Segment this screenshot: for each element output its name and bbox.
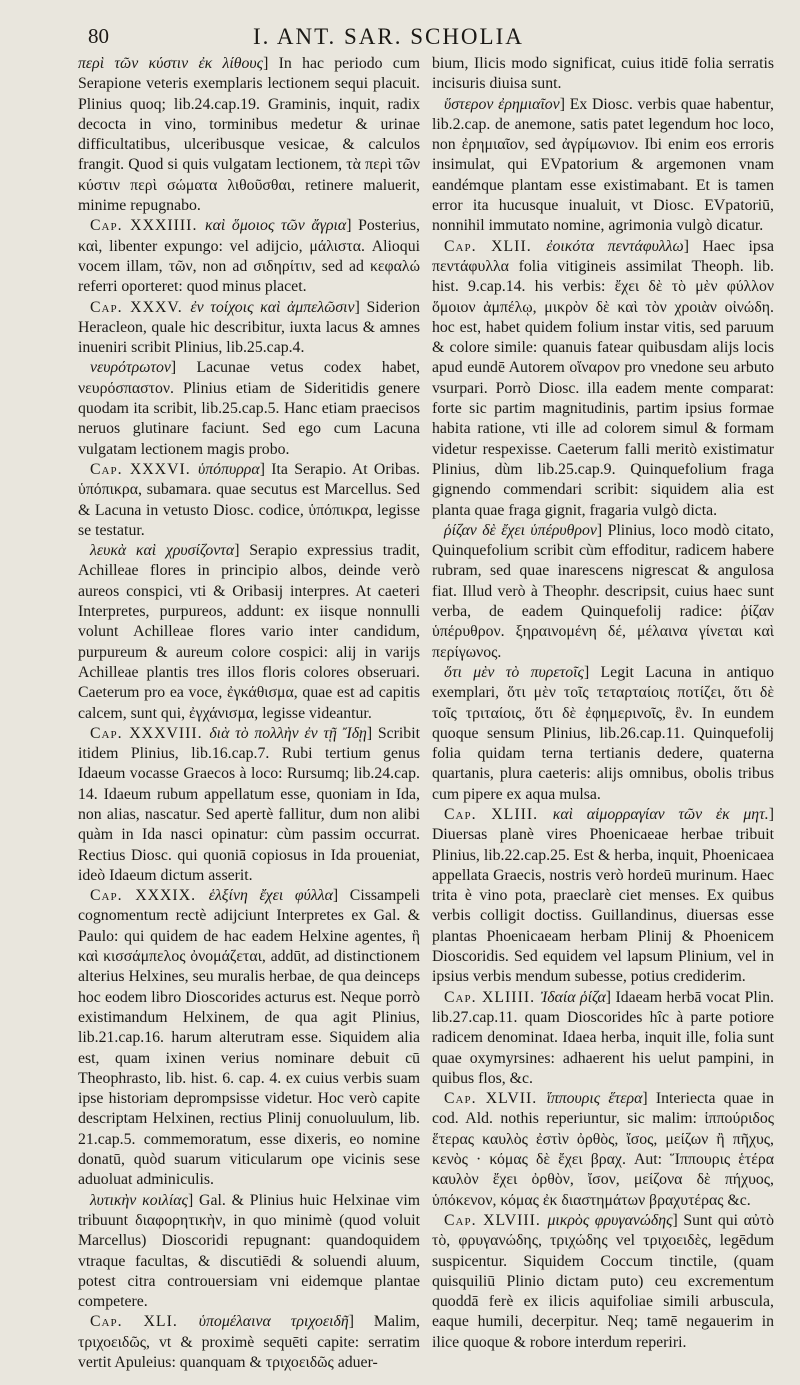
- text-columns: [78, 54, 774, 1379]
- chapter-label: Cap. XLI.: [90, 1313, 199, 1331]
- commentary-text: bium, Ilicis modo significat, cuius itidē folia serratis incisuris diuisa sunt.: [432, 55, 774, 93]
- commentary-entry: [78, 460, 420, 541]
- commentary-entry: [432, 1211, 774, 1353]
- commentary-text: ] Cissampeli cognomentum rectè adijciunt Interpretes ex Gal. & Paulo: qui quidem de hac eadem Helxine agentes, ἣ καὶ κισσάμπελος ὀνομάζεται, addūt, ad distinctionem alterius Helxines, seu muralis herbae, de qua deinceps hoc eodem libro Dioscorides acturus est. Neque porrò existimandum Helxinem, de qua agit Plinius, lib.21.cap.16. harum alterutram esse. Siquidem alia est, quam ixinen verius nominare debuit cū Theophrasto, lib. hist. 6. cap. 4. ex cuius verbis suam ipse historiam deprompsisse videtur. Hoc verò capite descriptam Helxinen, rectius Plinij conuoluulum, lib. 21.cap.5. commemoratum, esse dixeris, eo nomine donatū, quòd suarum viticularum ope vicinis sese aduoluat adminiculis.: [78, 887, 420, 1189]
- greek-lemma: λυτικὴν κοιλίας: [90, 1191, 188, 1209]
- commentary-entry: [432, 663, 774, 805]
- page-number: 80: [88, 24, 109, 48]
- chapter-label: Cap. XXXVIII.: [90, 724, 210, 742]
- right-column: [432, 54, 774, 1379]
- commentary-text: ] Ita Serapio. At Oribas. ὑπόπικρα, subamara. quae secutus est Marcellus. Sed & Lacuna in vetusto Diosc. codice, ὑπόπικρα, legisse se testatur.: [78, 460, 420, 539]
- chapter-label: Cap. XLVIII.: [444, 1211, 548, 1229]
- commentary-text: ] Scribit itidem Plinius, lib.16.cap.7. Rubi tertium genus Idaeum vocasse Graecos à loco: Rursumq; lib.24.cap. 14. Idaeum rubum appellatum esse, quoniam in Ida, non alias, nascatur. Sed apertè fallitur, dum non alibi quàm in Ida nasci opinatur: cùm passim occurrat. Rectius Diosc. qui quoniā copiosus in Ida proueniat, ideò Idaeum dictum asserit.: [78, 724, 420, 884]
- commentary-text: ] Posterius, καὶ, libenter expungo: vel adijcio, μάλιστα. Alioqui vocem illam, τῶν, non ad σιδηρίτιν, sed ad κεφαλώ referri oporteret: quod minus placet.: [78, 217, 420, 296]
- commentary-entry: [78, 1191, 420, 1313]
- chapter-label: Cap. XLIII.: [444, 805, 553, 823]
- commentary-entry: [432, 54, 774, 95]
- commentary-entry: [78, 724, 420, 886]
- commentary-entry: [432, 521, 774, 663]
- greek-lemma: ὕστερον ἐρημιαῖον: [444, 95, 560, 113]
- greek-lemma: διὰ τὸ πολλὴν ἐν τῇ Ἴδῃ: [209, 724, 367, 742]
- greek-lemma: λευκὰ καὶ χρυσίζοντα: [90, 542, 235, 560]
- commentary-entry: [78, 216, 420, 297]
- chapter-label: Cap. XXXIIII.: [90, 217, 206, 235]
- commentary-entry: [78, 1312, 420, 1373]
- chapter-label: Cap. XXXVI.: [90, 460, 198, 478]
- commentary-entry: [432, 95, 774, 237]
- commentary-entry: [432, 988, 774, 1089]
- commentary-text: ] Gal. & Plinius huic Helxinae vim tribuunt διαφορητικὴν, in quo minimè (quod voluit Marcellus) Dioscoridi repugnant: quandoquidem vtraque facultas, & discutiēdi & soluendi aluum, potest citra controuersiam vni eidemque plantae competere.: [78, 1191, 420, 1311]
- greek-lemma: ὑπόπυρρα: [198, 460, 260, 478]
- page-header: [78, 24, 774, 54]
- commentary-entry: [78, 298, 420, 359]
- commentary-text: ] In hac periodo cum Serapione veteris exemplaris lectionem sequi placuit. Plinius quoq; lib.24.cap.19. Graminis, inquit, radix decocta in vino, torminibus medetur & urinae difficultatibus, ulceribusque vesicae, & calculos frangit. Quod si quis vulgatam lectionem, τὰ περὶ τῶν κύστιν περὶ σώματα λιθοῦσθαι, retinere maluerit, minime repugnabo.: [78, 55, 420, 215]
- commentary-text: ] Siderion Heracleon, quale hic describitur, iuxta lacus & amnes inueniri scribit Plinius, lib.25.cap.4.: [78, 298, 420, 357]
- greek-lemma: Ἰδαία ῥίζα: [540, 988, 606, 1006]
- left-column: [78, 54, 420, 1379]
- commentary-text: ] Legit Lacuna in antiquo exemplari, ὅτι μὲν τοῖς τεταρταίοις ποτίζει, ὅτι δὲ τοῖς τριταίοις, ὅτι δὲ ἐφημερινοῖς, ἓν. In eundem quoque sensum Plinius, lib.26.cap.11. Quinquefolij folia quidam terna tertianis dedere, quaterna quartanis, plura caeteris: alijs omnibus, obolis tribus cum pipere ex aqua mulsa.: [432, 663, 774, 803]
- commentary-entry: [432, 1089, 774, 1211]
- commentary-entry: [78, 54, 420, 216]
- chapter-label: Cap. XLVII.: [444, 1090, 547, 1108]
- greek-lemma: καὶ αἱμορραγίαν τῶν ἐκ μητ.: [552, 805, 769, 823]
- greek-lemma: περὶ τῶν κύστιν ἐκ λίθους: [78, 55, 264, 72]
- commentary-text: ] Haec ipsa πεντάφυλλα folia vitigineis assimilat Theoph. lib. hist. 9.cap.14. his verbis: ἔχει δὲ τὸ μὲν φύλλον ὅμοιον ἀμπέλῳ, μικρὸν δὲ καὶ τὸν χροιὰν οἰνώδη. hoc est, habet quidem folium instar vitis, sed paruum & colore simile: quanuis fatear quibusdam alijs locis apud eundē Autorem οἴναρον pro vnedone seu arbuto vsurpari. Porrò Diosc. illa eadem mente comparat: forte sic partim magnitudinis, partim ipsius formae habita ratione, vti ille ad colorem simul & formam videtur respexisse. Caeterum falli meritò existimatur Plinius, dùm lib.25.cap.9. Quinquefolium fraga gignendo commendari scribit: siquidem alia est planta quae fraga gignit, fragaria vulgò dicta.: [432, 237, 774, 519]
- commentary-text: ] Interiecta quae in cod. Ald. nothis reperiuntur, sic malim: ἱππούριδος ἕτερας καυλὸς ἐστὶν ὀρθὸς, ἴσος, μείζων ἢ πῆχυς, κενὸς · κόμας δὲ ἔχει βραχ. Aut: Ἵππουρις ἑτέρα καυλὸν ἔχει ὀρθὸν, ἴσον, μείζονα δὲ πήχυος, ὑπόκενον, κόμας ἐκ διαστημάτων βραχυτέρας &c.: [432, 1090, 774, 1209]
- running-title: I. ANT. SAR. SCHOLIA: [253, 24, 524, 49]
- commentary-entry: [432, 237, 774, 521]
- greek-lemma: ῥίζαν δὲ ἔχει ὑπέρυθρον: [444, 521, 597, 539]
- commentary-text: ] Lacunae vetus codex habet, νευρόσπαστον. Plinius etiam de Sideritidis genere quodam ita scribit, lib.25.cap.5. Hanc etiam praecisos neruos glutinare faciunt. Sed ego cum Lacuna vulgatam lectionem magis probo.: [78, 359, 420, 458]
- commentary-text: ] Ex Diosc. verbis quae habentur, lib.2.cap. de anemone, satis patet legendum hoc loco, non ἐρημιαῖον, sed ἀγρίμωνιον. Ibi enim eos erroris insimulat, qui EVpatorium & argemonen vnam eandémque plantam esse existimabant. Et is tamen error ita hucusque inualuit, vt Diosc. EVpatoriū, nonnihil immutato nomine, agrimonia vulgò dicatur.: [432, 95, 774, 235]
- greek-lemma: ὑπομέλαινα τριχοειδῆ: [198, 1313, 349, 1331]
- greek-lemma: μικρὸς φρυγανώδης: [547, 1211, 673, 1229]
- greek-lemma: ἵππουρις ἕτερα: [546, 1090, 643, 1108]
- commentary-text: ] Sunt qui αὐτὸ τὸ, φρυγανώδης, τριχώδης vel τριχοειδὲς, legēdum suspicentur. Siquidem Coccum tinctile, (quam quisquiliū Plinio dictam puto) ceu excrementum quoddā ferè ex ilicis aquifoliae simili arbuscula, eaque humili, decerpitur. Neq; tamē negauerim in ilice quoque & robore interdum reperiri.: [432, 1211, 774, 1351]
- commentary-entry: [78, 541, 420, 724]
- commentary-text: ] Malim, τριχοειδῶς, vt & proximè sequēti capite: serratim vertit Apuleius: quanquam & τριχοειδῶς aduer-: [78, 1313, 420, 1371]
- commentary-entry: [78, 358, 420, 459]
- commentary-entry: [78, 886, 420, 1190]
- commentary-text: ] Plinius, loco modò citato, Quinquefolium scribit cùm effoditur, radicem habere rubram, sed quae inarescens nigrescat & angulosa fiat. Illud verò à Theophr. descripsit, cuius haec sunt verba, de eadem Quinquefolij radice: ῥίζαν ὑπέρυθρον. ξηραινομένη δέ, μέλαινα γίνεται καὶ περίγωνος.: [432, 521, 774, 661]
- commentary-text: ] Diuersas planè vires Phoenicaeae herbae tribuit Plinius, lib.22.cap.25. Est & herba, inquit, Phoenicaea appellata Graecis, nostris verò hordeū murinum. Haec trita è vino pota, praeclarè ciet menses. Ex quibus verbis colligit doctiss. Guillandinus, diuersas esse plantas Phoenicaeam herbam Plinij & Phoenicem Dioscoridis. Sed equidem vel lapsum Plinium, vel in ipsius verbis mendum subesse, potius crediderim.: [432, 805, 774, 986]
- greek-lemma: ἑλξίνη ἔχει φύλλα: [208, 887, 333, 905]
- chapter-label: Cap. XXXIX.: [90, 887, 209, 905]
- greek-lemma: ὅτι μὲν τὸ πυρετοῖς: [444, 663, 584, 681]
- commentary-text: ] Idaeam herbā vocat Plin. lib.27.cap.11. quam Dioscorides hîc à parte potiore radicem denominat. Idaea herba, inquit ille, folia sunt quae oxymyrsines: adhaerent his uelut pampini, in quibus flos, &c.: [432, 988, 774, 1087]
- chapter-label: Cap. XXXV.: [90, 298, 191, 316]
- chapter-label: Cap. XLII.: [444, 237, 547, 255]
- chapter-label: Cap. XLIIII.: [444, 988, 541, 1006]
- commentary-entry: [432, 805, 774, 988]
- greek-lemma: ἐν τοίχοις καὶ ἀμπελῶσιν: [190, 298, 355, 316]
- greek-lemma: νευρότρωτον: [90, 359, 171, 377]
- greek-lemma: ἐοικότα πεντάφυλλω: [546, 237, 684, 255]
- commentary-text: ] Serapio expressius tradit, Achilleae flores in principio albos, deinde verò aureos conspici, vti & Oribasij interpres. At caeteri Interpretes, purpureos, addunt: ex iisque nonnulli volunt Achilleae flores vario inter candidum, purpureum & aureum colore cospici: alij in varijs Achilleae plantis tres illos floris colores obseruari. Caeterum pro ea voce, ἐγκάθισμα, quae est ad capitis calcem, sunt qui, ἐγχάνισμα, legisse videantur.: [78, 542, 420, 722]
- greek-lemma: καὶ ὅμοιος τῶν ἄγρια: [205, 217, 347, 235]
